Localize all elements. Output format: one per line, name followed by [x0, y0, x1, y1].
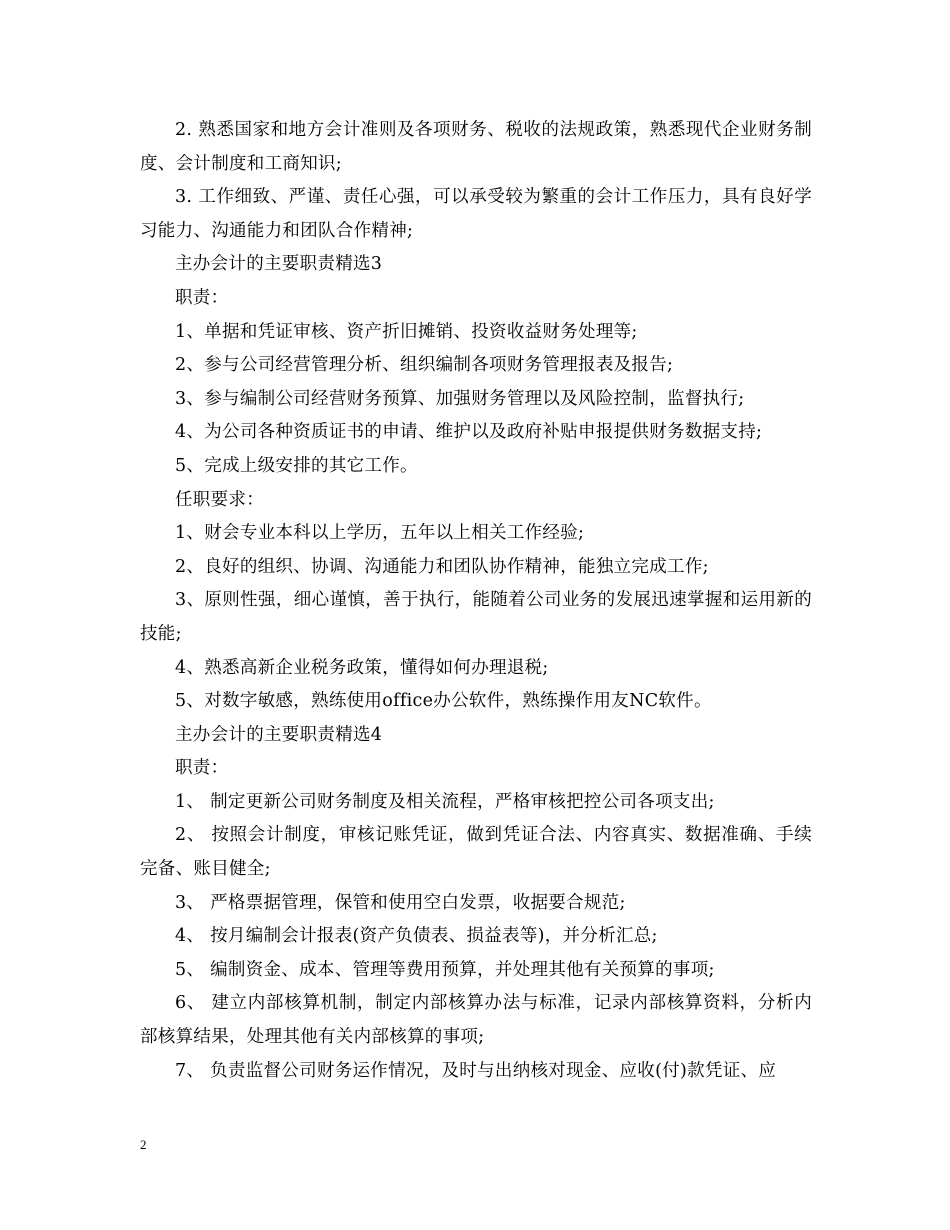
subheading: 职责： — [175, 287, 229, 308]
list-item: 7、 负责监督公司财务运作情况，及时与出纳核对现金、应收(付)款凭证、应 — [175, 1060, 777, 1081]
list-item: 1、财会专业本科以上学历，五年以上相关工作经验; — [175, 523, 585, 544]
list-item: 6、 建立内部核算机制，制定内部核算办法与标准，记录内部核算资料，分析内部核算结果，处理其他有关内部核算的事项; — [140, 993, 812, 1048]
list-item: 2、 按照会计制度，审核记账凭证，做到凭证合法、内容真实、数据准确、手续完备、账目健全; — [140, 825, 812, 880]
list-item: 1、 制定更新公司财务制度及相关流程，严格审核把控公司各项支出; — [175, 791, 715, 812]
list-item: 3、参与编制公司经营财务预算、加强财务管理以及风险控制，监督执行; — [175, 388, 745, 409]
section-heading: 主办会计的主要职责精选4 — [175, 724, 383, 745]
document-body — [140, 114, 812, 1088]
list-item: 5、对数字敏感，熟练使用office办公软件，熟练操作用友NC软件。 — [175, 691, 712, 712]
paragraph: 3. 工作细致、严谨、责任心强，可以承受较为繁重的会计工作压力，具有良好学习能力、沟通能力和团队合作精神; — [140, 187, 812, 241]
list-item: 4、熟悉高新企业税务政策，懂得如何办理退税; — [175, 657, 549, 678]
list-item: 2、参与公司经营管理分析、组织编制各项财务管理报表及报告; — [175, 355, 674, 376]
page-number: 2 — [140, 1137, 147, 1152]
list-item: 5、 编制资金、成本、管理等费用预算，并处理其他有关预算的事项; — [175, 959, 715, 980]
subheading: 职责： — [175, 758, 229, 779]
list-item: 3、原则性强，细心谨慎，善于执行，能随着公司业务的发展迅速掌握和运用新的技能; — [140, 590, 812, 644]
list-item: 2、良好的组织、协调、沟通能力和团队协作精神，能独立完成工作; — [175, 556, 709, 577]
list-item: 5、完成上级安排的其它工作。 — [175, 455, 418, 476]
paragraph: 2. 熟悉国家和地方会计准则及各项财务、税收的法规政策，熟悉现代企业财务制度、会计制度和工商知识; — [140, 120, 812, 174]
list-item: 4、 按月编制会计报表(资产负债表、损益表等)，并分析汇总; — [175, 926, 658, 947]
section-heading: 主办会计的主要职责精选3 — [175, 254, 383, 275]
list-item: 4、为公司各种资质证书的申请、维护以及政府补贴申报提供财务数据支持; — [175, 422, 763, 443]
list-item: 3、 严格票据管理，保管和使用空白发票，收据要合规范; — [175, 892, 626, 913]
list-item: 1、单据和凭证审核、资产折旧摊销、投资收益财务处理等; — [175, 321, 638, 342]
subheading: 任职要求： — [175, 489, 264, 510]
